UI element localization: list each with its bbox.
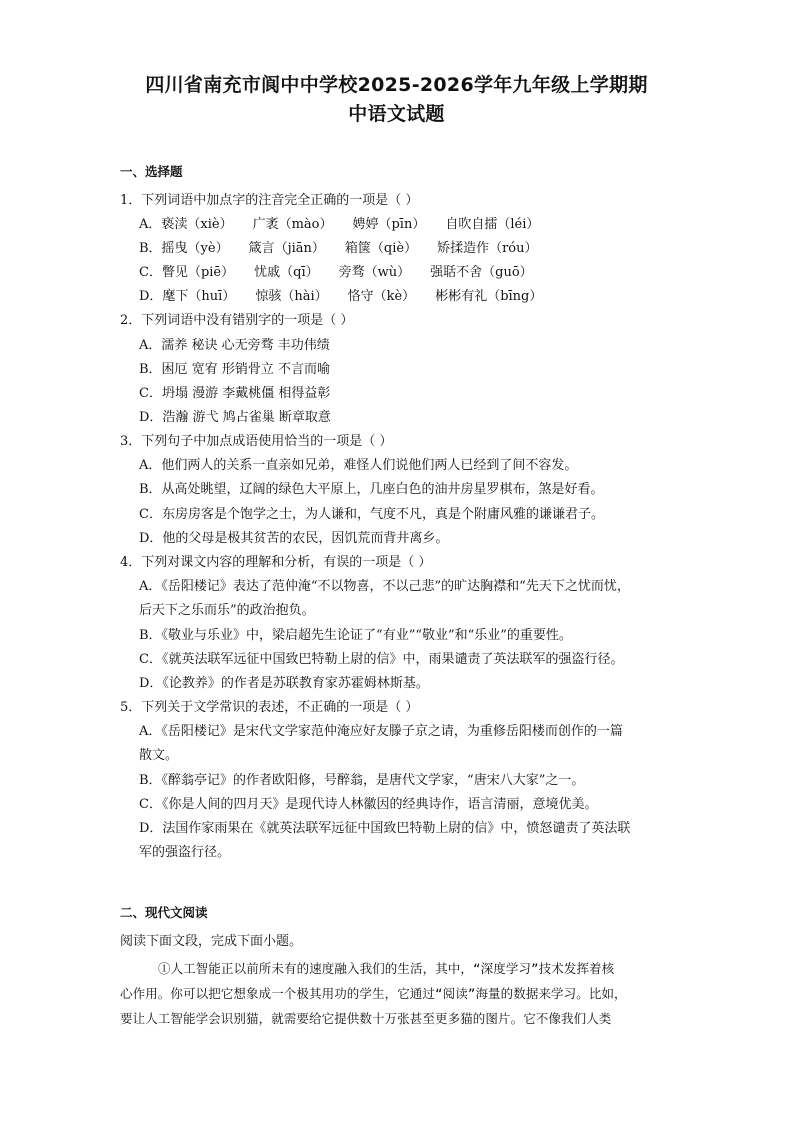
question-5-option-b: B．《醉翁亭记》的作者欧阳修，号醉翁，是唐代文学家，“唐宋八大家”之一。 <box>139 773 585 788</box>
passage-line-1: ①人工智能正以前所未有的速度融入我们的生活，其中，“深度学习”技术发挥着核 <box>158 961 615 976</box>
question-3-option-d: D．他的父母是极其贫苦的农民，因饥荒而背井离乡。 <box>139 531 449 546</box>
section-heading-choice: 一、选择题 <box>120 164 183 179</box>
reading-instructions: 阅读下面文段，完成下面小题。 <box>120 934 303 949</box>
question-3-option-b: B．从高处眺望，辽阔的绿色大平原上，几座白色的油井房星罗棋布，煞是好看。 <box>139 482 604 497</box>
question-5-option-c: C．《你是人间的四月天》是现代诗人林徽因的经典诗作，语言清丽，意境优美。 <box>139 797 598 812</box>
question-2-option-b: B．困厄 宽宥 形销骨立 不言而喻 <box>139 362 330 377</box>
question-5-option-d-line-2: 军的强盗行径。 <box>139 845 231 860</box>
section-heading-reading: 二、现代文阅读 <box>120 905 208 920</box>
document-title-line-1: 四川省南充市阆中中学校2025-2026学年九年级上学期期 <box>145 74 648 96</box>
question-1-option-d: D．麾下（huī） 惊骇（hài） 恪守（kè） 彬彬有礼（bīng） <box>139 289 543 304</box>
question-1-option-c: C．瞥见（piē） 忧戚（qī） 旁骛（wù） 强聒不舍（guō） <box>139 265 533 280</box>
question-1-option-b: B．摇曳（yè） 箴言（jiān） 箱箧（qiè） 矫揉造作（róu） <box>139 241 538 256</box>
question-2-stem: 2．下列词语中没有错别字的一项是（ ） <box>120 313 354 328</box>
question-4-stem: 4．下列对课文内容的理解和分析，有误的一项是（ ） <box>120 555 432 570</box>
question-1-option-a: A．亵渎（xiè） 广袤（mào） 娉婷（pīn） 自吹自擂（léi） <box>139 217 540 232</box>
question-4-option-b: B．《敬业与乐业》中，梁启超先生论证了“有业”“敬业”和“乐业”的重要性。 <box>139 628 572 643</box>
question-4-option-a-line-1: A．《岳阳楼记》表达了范仲淹“不以物喜，不以己悲”的旷达胸襟和“先天下之忧而忧， <box>139 579 630 594</box>
question-2-option-d: D．浩瀚 游弋 鸠占雀巢 断章取意 <box>139 410 331 425</box>
question-5-stem: 5．下列关于文学常识的表述，不正确的一项是（ ） <box>120 700 419 715</box>
document-title-line-2: 中语文试题 <box>348 103 445 125</box>
question-5-option-a-line-1: A．《岳阳楼记》是宋代文学家范仲淹应好友滕子京之请，为重修岳阳楼而创作的一篇 <box>139 724 623 739</box>
passage-line-2: 心作用。你可以把它想象成一个极其用功的学生，它通过“阅读”海量的数据来学习。比如， <box>120 986 627 1001</box>
question-5-option-a-line-2: 散文。 <box>139 748 179 763</box>
question-3-option-c: C．东房房客是个饱学之士，为人谦和，气度不凡，真是个附庸风雅的谦谦君子。 <box>139 507 604 522</box>
question-2-option-a: A．濡养 秘诀 心无旁骛 丰功伟绩 <box>139 338 330 353</box>
question-4-option-d: D．《论教养》的作者是苏联教育家苏霍姆林斯基。 <box>139 676 429 691</box>
question-3-option-a: A．他们两人的关系一直亲如兄弟，难怪人们说他们两人已经到了间不容发。 <box>139 458 578 473</box>
question-5-option-d-line-1: D．法国作家雨果在《就英法联军远征中国致巴特勒上尉的信》中，愤怒谴责了英法联 <box>139 821 631 836</box>
question-1-stem: 1．下列词语中加点字的注音完全正确的一项是（ ） <box>120 193 419 208</box>
question-4-option-c: C．《就英法联军远征中国致巴特勒上尉的信》中，雨果谴责了英法联军的强盗行径。 <box>139 652 624 667</box>
passage-line-3: 要让人工智能学会识别猫，就需要给它提供数十万张甚至更多猫的图片。它不像我们人类 <box>120 1011 612 1026</box>
question-3-stem: 3．下列句子中加点成语使用恰当的一项是（ ） <box>120 434 393 449</box>
question-2-option-c: C．坍塌 漫游 李戴桃僵 相得益彰 <box>139 386 331 401</box>
question-4-option-a-line-2: 后天下之乐而乐”的政治抱负。 <box>139 603 315 618</box>
